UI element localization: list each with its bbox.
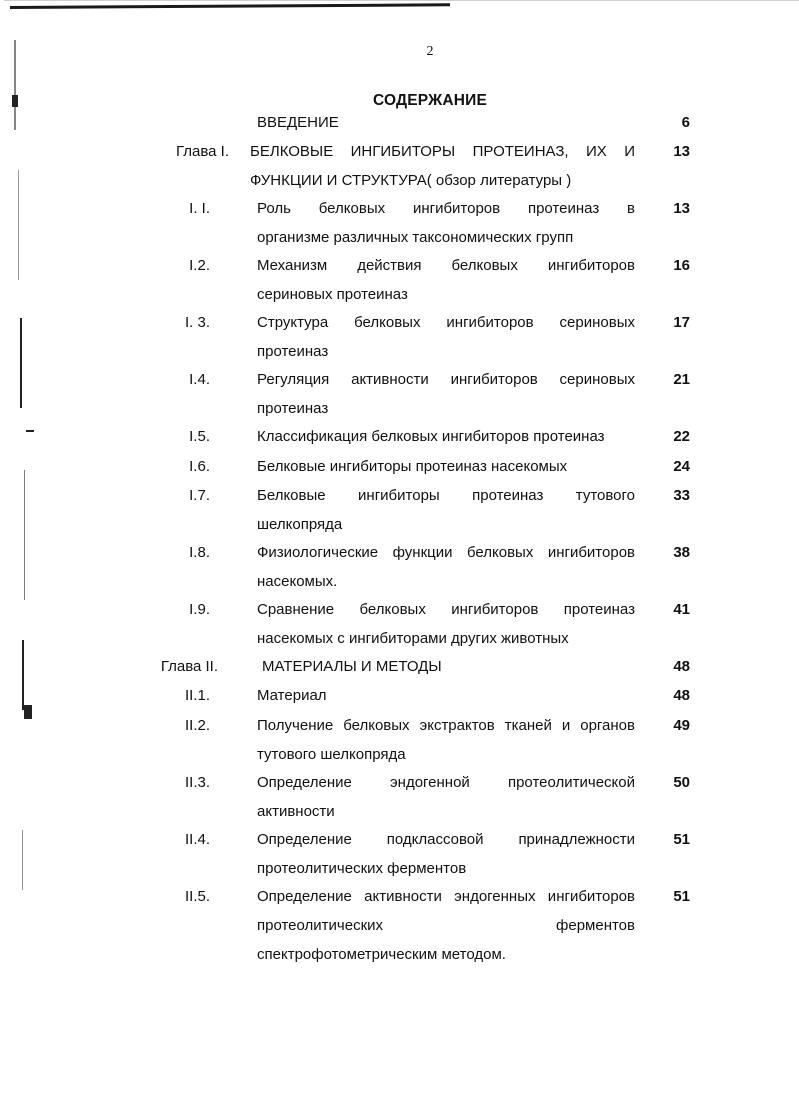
toc-entry-number: II.3. — [184, 774, 210, 791]
toc-entry-line: Белковые ингибиторы протеиназ тутового — [257, 487, 635, 504]
toc-entry-line: тутового шелкопряда — [257, 746, 406, 763]
toc-entry-page: 6 — [681, 114, 690, 131]
toc-entry-page: 21 — [673, 371, 690, 388]
toc-entry-title — [257, 308, 635, 366]
toc-entry-number: I.6. — [189, 458, 210, 475]
toc-entry-number: II.4. — [184, 831, 210, 848]
toc-entry-page: 16 — [673, 257, 690, 274]
toc-entry-line: Классификация белковых ингибиторов протеиназ — [257, 428, 605, 445]
toc-entry-number: I.2. — [189, 257, 210, 274]
toc-entry-number: Глава II. — [160, 658, 218, 675]
toc-entry-title — [250, 137, 635, 195]
toc-entry-line: ВВЕДЕНИЕ — [257, 114, 339, 131]
toc-entry-line: Сравнение белковых ингибиторов протеиназ — [257, 601, 635, 618]
toc-entry-line: Регуляция активности ингибиторов сериновых — [257, 371, 635, 388]
toc-entry-title — [257, 711, 635, 769]
toc-entry-line: протеиназ — [257, 343, 329, 360]
toc-entry-line: Механизм действия белковых ингибиторов — [257, 257, 635, 274]
toc-entry-page: 13 — [673, 143, 690, 160]
toc-entry-title — [257, 194, 635, 252]
toc-entry-page: 51 — [673, 831, 690, 848]
toc-entry-line: Получение белковых экстрактов тканей и органов — [257, 717, 635, 734]
toc-entry-line: Определение подклассовой принадлежности — [257, 831, 635, 848]
toc-entry-title — [257, 251, 635, 309]
toc-entry-title — [257, 768, 635, 826]
page-title: СОДЕРЖАНИЕ — [372, 92, 488, 109]
toc-entry-page: 41 — [673, 601, 690, 618]
toc-entry-line: протеолитических ферментов — [257, 917, 635, 934]
toc-entry-number: I.5. — [189, 428, 210, 445]
toc-entry-line: организме различных таксономических групп — [257, 229, 574, 246]
toc-entry-title — [257, 452, 635, 481]
toc-entry-line: насекомых с ингибиторами других животных — [257, 630, 569, 647]
toc-entry-title — [257, 538, 635, 596]
toc-entry-number: II.5. — [184, 888, 210, 905]
toc-entry-line: ФУНКЦИИ И СТРУКТУРА( обзор литературы ) — [250, 172, 572, 189]
toc-entry-line: протеиназ — [257, 400, 329, 417]
toc-entry-page: 51 — [673, 888, 690, 905]
toc-entry-line: БЕЛКОВЫЕ ИНГИБИТОРЫ ПРОТЕИНАЗ, ИХ И — [250, 143, 635, 160]
toc-entry-line: Материал — [257, 687, 327, 704]
toc-entry-title — [257, 825, 635, 883]
toc-entry-line: Физиологические функции белковых ингибиторов — [257, 544, 635, 561]
toc-entry-number: I. I. — [189, 200, 210, 217]
toc-entry-line: протеолитических ферментов — [257, 860, 467, 877]
toc-entry-title — [257, 681, 635, 710]
toc-entry-number: II.2. — [184, 717, 210, 734]
page-number: 2 — [426, 44, 434, 59]
toc-entry-title — [257, 422, 635, 451]
toc-entry-line: Структура белковых ингибиторов сериновых — [257, 314, 635, 331]
toc-entry-page: 48 — [673, 658, 690, 675]
toc-entry-page: 17 — [673, 314, 690, 331]
toc-entry-line: сериновых протеиназ — [257, 286, 408, 303]
toc-entry-title — [257, 365, 635, 423]
toc-entry-title — [257, 882, 635, 969]
toc-entry-page: 33 — [673, 487, 690, 504]
toc-entry-number: I.7. — [189, 487, 210, 504]
toc-entry-line: Определение активности эндогенных ингибиторов — [257, 888, 635, 905]
toc-entry-number: II.1. — [184, 687, 210, 704]
toc-entry-number: I.9. — [189, 601, 210, 618]
toc-entry-line: спектрофотометрическим методом. — [257, 946, 506, 963]
toc-entry-number: Глава I. — [175, 143, 229, 160]
toc-entry-line: насекомых. — [257, 573, 338, 590]
toc-entry-title — [257, 108, 635, 137]
toc-entry-title — [257, 481, 635, 539]
toc-entry-line: активности — [257, 803, 335, 820]
toc-entry-line: Белковые ингибиторы протеиназ насекомых — [257, 458, 568, 475]
toc-entry-page: 22 — [673, 428, 690, 445]
toc-entry-line: Роль белковых ингибиторов протеиназ в — [257, 200, 635, 217]
toc-entry-page: 24 — [673, 458, 690, 475]
toc-entry-page: 50 — [673, 774, 690, 791]
toc-entry-number: I.4. — [189, 371, 210, 388]
toc-entry-page: 13 — [673, 200, 690, 217]
toc-entry-page: 49 — [673, 717, 690, 734]
toc-entry-title — [262, 652, 640, 681]
toc-entry-number: I. 3. — [184, 314, 210, 331]
toc-entry-page: 38 — [673, 544, 690, 561]
toc-entry-page: 48 — [673, 687, 690, 704]
toc-entry-title — [257, 595, 635, 653]
toc-entry-number: I.8. — [189, 544, 210, 561]
toc-entry-line: МАТЕРИАЛЫ И МЕТОДЫ — [262, 658, 442, 675]
toc-entry-line: Определение эндогенной протеолитической — [257, 774, 635, 791]
toc-entry-line: шелкопряда — [257, 516, 343, 533]
